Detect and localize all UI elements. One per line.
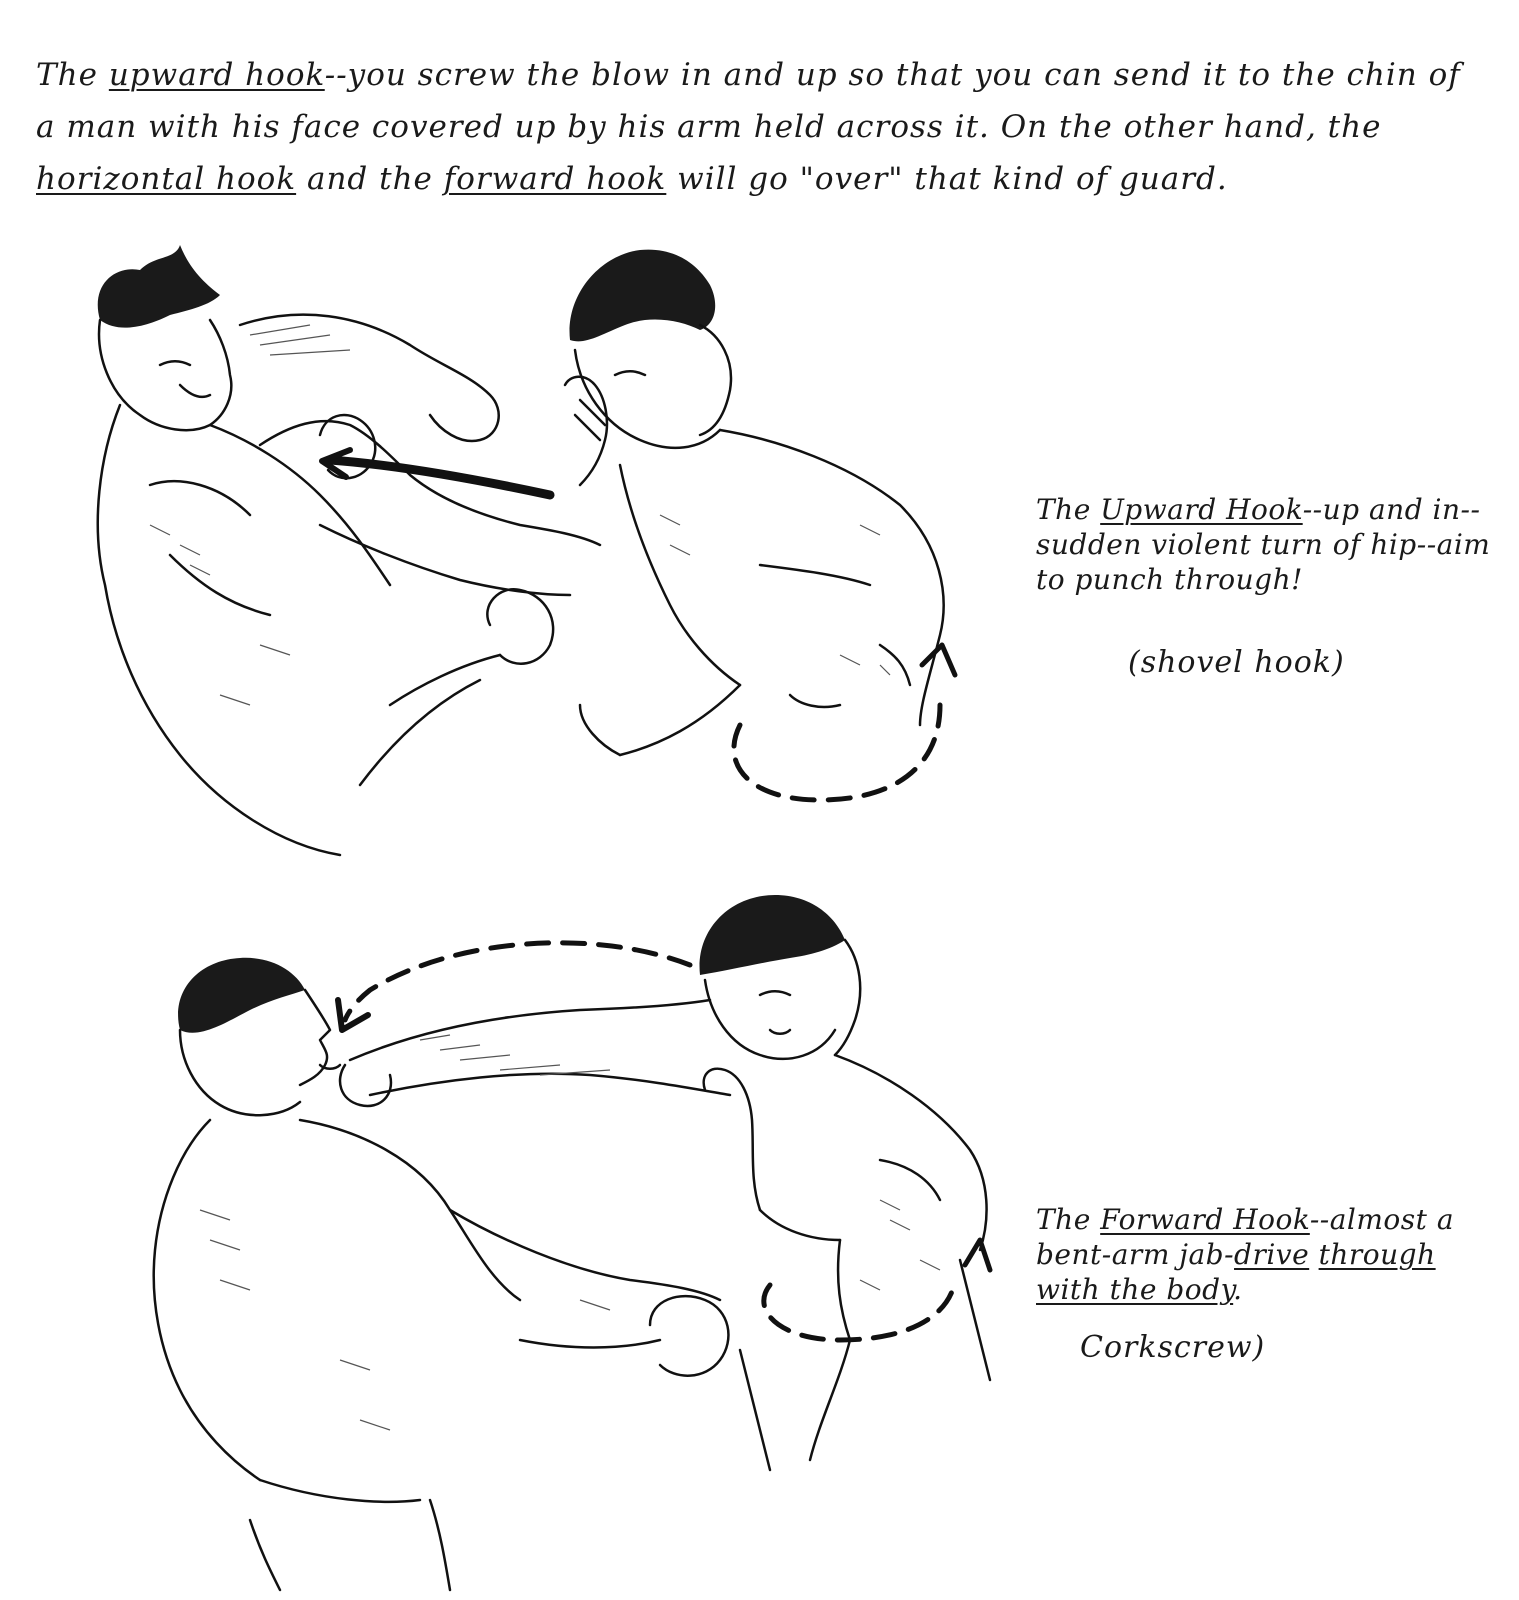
caption1-text-1: The bbox=[1036, 493, 1101, 526]
upward-hook-caption bbox=[1036, 492, 1506, 597]
caption2-through: through with the body bbox=[1036, 1238, 1436, 1306]
caption2-term: Forward Hook bbox=[1100, 1203, 1310, 1236]
caption1-term: Upward Hook bbox=[1100, 493, 1303, 526]
left-boxer-figure bbox=[98, 245, 600, 855]
term-upward-hook: upward hook bbox=[108, 57, 325, 93]
right-boxer-figure-2 bbox=[700, 895, 990, 1470]
term-forward-hook: forward hook bbox=[443, 161, 667, 197]
intro-paragraph bbox=[36, 49, 1486, 205]
caption1-text-2: --up and in--sudden violent turn of hip--aim to punch through! bbox=[1036, 493, 1491, 596]
intro-text-4: will go "over" that kind of guard. bbox=[666, 161, 1228, 197]
forward-hook-caption bbox=[1036, 1202, 1506, 1307]
caption2-drive: drive bbox=[1234, 1238, 1310, 1271]
shovel-hook-note: (shovel hook) bbox=[1128, 645, 1345, 680]
punch-path-arrow bbox=[330, 460, 550, 495]
caption2-text-3 bbox=[1309, 1238, 1318, 1271]
intro-text-1: The bbox=[36, 57, 109, 93]
body-rotation-arrow bbox=[764, 1280, 955, 1340]
forward-hook-illustration bbox=[120, 880, 1020, 1600]
caption2-text-1: The bbox=[1036, 1203, 1101, 1236]
intro-text-2: --you screw the blow in and up so that you can send it to the chin of a man with his face covered up by his arm held across it. On the other hand, the bbox=[36, 57, 1461, 145]
caption2-text-2: --almost a bent-arm jab- bbox=[1036, 1203, 1455, 1271]
upward-hook-illustration bbox=[60, 225, 1020, 875]
caption2-text-4: . bbox=[1233, 1273, 1243, 1306]
corkscrew-note: Corkscrew) bbox=[1080, 1330, 1266, 1365]
intro-text-3: and the bbox=[296, 161, 444, 197]
left-boxer-figure-2 bbox=[154, 958, 729, 1590]
right-boxer-figure bbox=[565, 250, 944, 755]
hip-rotation-arrow bbox=[734, 705, 940, 800]
term-horizontal-hook: horizontal hook bbox=[36, 161, 297, 197]
